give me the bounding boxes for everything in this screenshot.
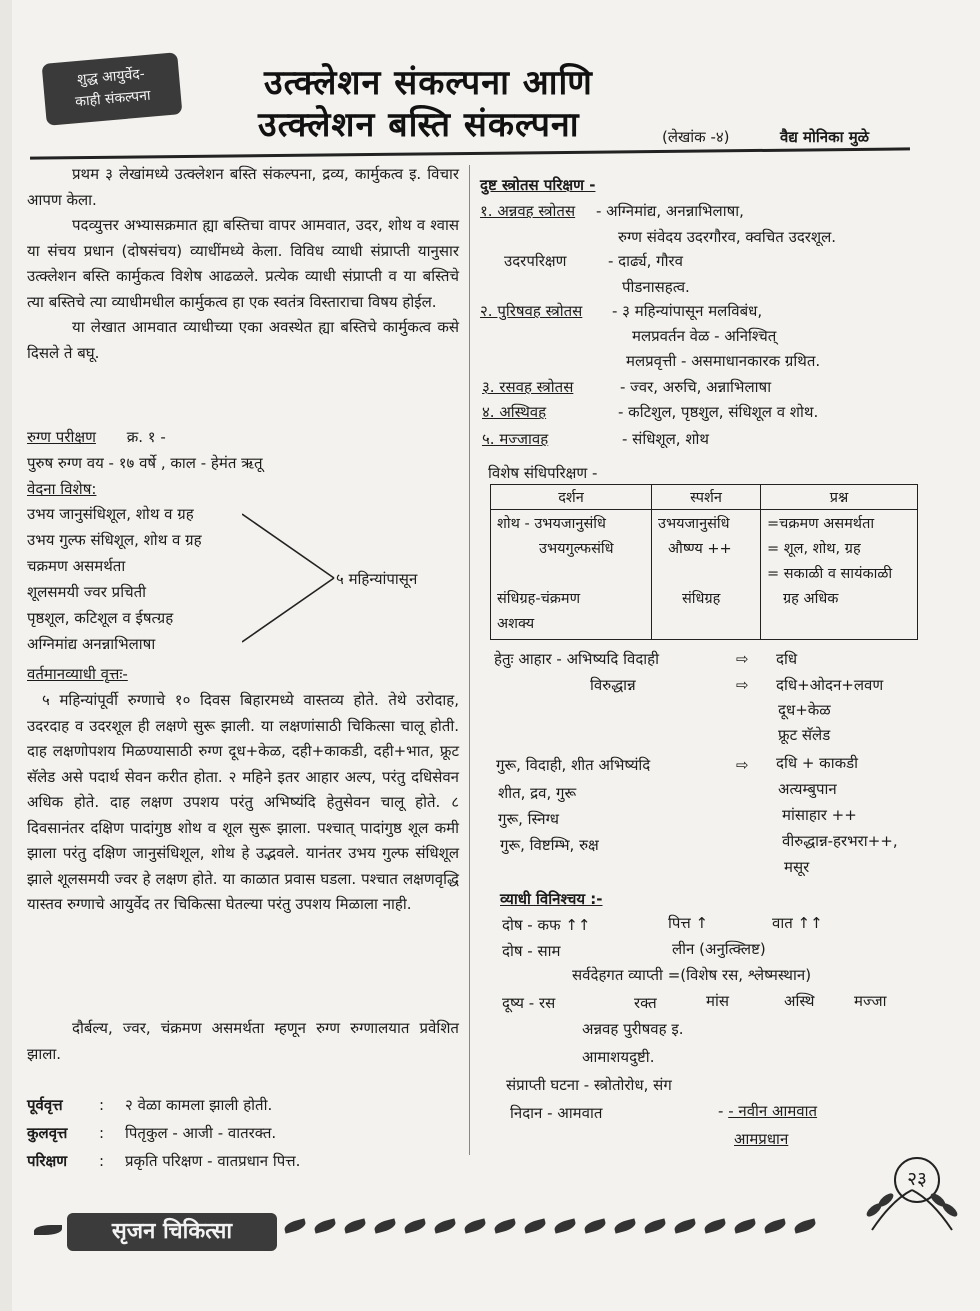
title-line2: उत्क्लेशन बस्ति संकल्पना [258, 105, 580, 145]
cell-line: औष्ण्य ++ [668, 541, 732, 557]
arrow-icon: ⇨ [736, 676, 749, 694]
sandhi-heading: विशेष संधिपरिक्षण - [488, 464, 598, 482]
dushya-mamsa: मांस [706, 992, 729, 1010]
vinishchay-heading: व्याधी विनिश्चय :- [500, 890, 603, 908]
dushya-asthi: अस्थि [784, 992, 815, 1010]
dushya-rasa: दूष्य - रस [502, 994, 556, 1012]
hetu-r1: दधि [776, 650, 798, 668]
udar-a: - दार्ढ्य, गौरव [608, 252, 683, 270]
hetu-r3: दूध+केळ [778, 701, 831, 719]
part-number: (लेखांक -४) [662, 128, 730, 146]
record-row: पूर्ववृत्त : २ वेळा कामला झाली होती. [27, 1092, 300, 1118]
srotas-5: - संधिशूल, शोथ [622, 430, 710, 448]
srotas-1-a: - अग्निमांद्य, अनन्नाभिलाषा, [596, 202, 744, 220]
col-header: स्पर्शन [652, 485, 761, 510]
table-cell [652, 510, 761, 640]
footer-badge: सृजन चिकित्सा [67, 1213, 277, 1251]
cell-line: = सकाळी व सायंकाळी [767, 566, 893, 582]
symptom-item: उभय जानुसंधिशूल, शोथ व ग्रह [27, 505, 194, 523]
cell-line: शोथ - उभयजानुसंधि [497, 516, 606, 532]
dosha-vata: वात ↑↑ [772, 914, 823, 932]
cell-line: अशक्य [497, 616, 535, 632]
record-key: पूर्ववृत्त [27, 1096, 63, 1114]
cell-line: संधिग्रह-चंक्रमण [497, 591, 581, 607]
record-value: प्रकृति परिक्षण - वातप्रधान पित्त. [125, 1152, 301, 1170]
cell-line: = शूल, शोथ, ग्रह [767, 541, 861, 557]
dosha-leen: लीन (अनुत्क्लिष्ट) [672, 940, 766, 958]
srotas-2-label: २. पुरिषवह स्त्रोतस [480, 302, 583, 320]
hetu-label: हेतुः आहार - अभिष्यदि विदाही [494, 650, 660, 668]
srotas-2-b: मलप्रवर्तन वेळ - अनिश्चित् [632, 327, 777, 345]
column-divider [469, 165, 470, 1155]
srotas-5-label: ५. मज्जावह [482, 430, 549, 448]
duration-label: ५ महिन्यांपासून [336, 570, 418, 588]
symptom-item: चक्रमण असमर्थता [27, 557, 126, 575]
section-tag-line1: शुद्ध आयुर्वेद- [76, 66, 146, 88]
author-name: वैद्य मोनिका मुळे [780, 128, 870, 146]
hetu-sub: विरुद्धान्न [590, 676, 636, 694]
symptom-item: अग्निमांद्य अनन्नाभिलाषा [27, 635, 156, 653]
history-label: वर्तमानव्याधी वृत्तः- [27, 665, 128, 683]
record-value: पितृकुल - आजी - वातरक्त. [125, 1124, 277, 1142]
guna-4-result: वीरुद्धान्न-हरभरा++, [782, 832, 898, 850]
patient-info: पुरुष रुग्ण वय - १७ वर्षे , काल - हेमंत ऋतू [27, 454, 263, 472]
bracket-lines [242, 510, 342, 650]
srotas-4-label: ४. अस्थिवह [482, 403, 547, 421]
table-header-row [491, 485, 918, 510]
nidan: निदान - आमवात [510, 1104, 603, 1122]
hetu-r2: दधि+ओदन+लवण [776, 676, 884, 694]
table-row [491, 510, 918, 640]
exam-number: क्र. १ - [126, 428, 166, 446]
magazine-page [12, 0, 980, 1311]
guna-2: शीत, द्रव, गुरू [498, 784, 577, 802]
guna-1-result: दधि + काकडी [776, 754, 859, 772]
record-value: २ वेळा कामला झाली होती. [125, 1096, 273, 1114]
symptom-list [27, 501, 202, 657]
page-number: २३ [894, 1157, 940, 1203]
leaf-border [284, 1216, 884, 1235]
amashaya: आमाशयदुष्टी. [582, 1048, 655, 1066]
srotas-1-b: रुग्ण संवेदय उदरगौरव, क्वचित उदरशूल. [618, 228, 837, 246]
srotas-heading: दुष्ट स्त्रोतस परिक्षण - [480, 176, 596, 194]
records [27, 1092, 300, 1174]
symptom-item: पृष्ठशूल, कटिशूल व ईषत्ग्रह [27, 609, 174, 627]
section-tag [42, 52, 183, 126]
title-line1: उत्क्लेशन संकल्पना आणि [264, 63, 593, 103]
symptom-item: शूलसमयी ज्वर प्रचिती [27, 583, 147, 601]
cell-line: उभयगुल्फसंधि [539, 541, 614, 557]
left-column [27, 162, 459, 366]
vaha-list: अन्नवह पुरीषवह इ. [582, 1020, 684, 1038]
vedana-label: वेदना विशेष: [27, 480, 97, 498]
cell-line: संधिग्रह [682, 591, 721, 607]
srotas-4: - कटिशुल, पृष्ठशुल, संधिशूल व शोथ. [618, 403, 819, 421]
srotas-3-label: ३. रसवह स्त्रोतस [482, 378, 574, 396]
nidan-type: - - नवीन आमवात [718, 1102, 818, 1120]
table-cell [761, 510, 918, 640]
record-row: परिक्षण : प्रकृति परिक्षण - वातप्रधान पित्त. [27, 1148, 300, 1174]
symptom-item: उभय गुल्फ संधिशूल, शोथ व ग्रह [27, 531, 202, 549]
hetu-r4: फ्रूट सॅलेड [778, 726, 831, 744]
intro-p1: प्रथम ३ लेखांमध्ये उत्क्लेशन बस्ति संकल्पना, द्रव्य, कार्मुकत्व इ. विचार आपण केला. [27, 165, 459, 209]
samprapti: संप्राप्ती घटना - स्त्रोतोरोध, संग [506, 1076, 672, 1094]
dushya-majja: मज्जा [854, 992, 887, 1010]
dosha-pitta: पित्त ↑ [668, 914, 709, 932]
dushya-rakta: रक्त [634, 994, 657, 1012]
arrow-icon: ⇨ [736, 756, 749, 774]
dosha-kapha: दोष - कफ ↑↑ [502, 916, 591, 934]
vyapti: सर्वदेहगत व्याप्ती =(विशेष रस, श्लेष्मस्थान) [572, 966, 812, 984]
srotas-1-label: १. अन्नवह स्त्रोतस [480, 202, 576, 220]
guna-2-result: अत्यम्बुपान [778, 780, 837, 798]
nidan-pradhan: आमप्रधान [734, 1130, 789, 1148]
guna-1: गुरू, विदाही, शीत अभिष्यंदि [496, 756, 651, 774]
section-tag-line2: काही संकल्पना [74, 87, 152, 111]
arrow-icon: ⇨ [736, 650, 749, 668]
udar-b: पीडनासहत्व. [622, 278, 690, 296]
dosha-sama: दोष - साम [502, 942, 561, 960]
cell-line: =चक्रमण असमर्थता [767, 516, 875, 532]
srotas-3: - ज्वर, अरुचि, अन्नाभिलाषा [620, 378, 772, 396]
leaf-icon [34, 1225, 62, 1235]
record-row: कुलवृत्त : पितृकुल - आजी - वातरक्त. [27, 1120, 300, 1146]
intro-p3: या लेखात आमवात व्याधीच्या एका अवस्थेत ह्या बस्तिचे कार्मुकत्व कसे दिसले ते बघू. [27, 318, 459, 362]
record-key: कुलवृत्त [27, 1124, 68, 1142]
header-rule [30, 147, 910, 159]
col-header: दर्शन [491, 485, 652, 510]
udar-label: उदरपरिक्षण [504, 252, 567, 270]
nidan-type-text: - नवीन आमवात [728, 1102, 818, 1120]
record-key: परिक्षण [27, 1152, 68, 1170]
table-cell [491, 510, 652, 640]
guna-4: गुरू, विष्टम्भि, रुक्ष [500, 836, 599, 854]
cell-line: ग्रह अधिक [783, 591, 839, 607]
guna-4-result-2: मसूर [784, 858, 810, 876]
srotas-2-c: मलप्रवृत्ती - असमाधानकारक ग्रथित. [626, 352, 821, 370]
history-text: ५ महिन्यांपूर्वी रुग्णाचे १० दिवस बिहारमध्ये वास्तव्य होते. तेथे उरोदाह, उदरदाह व उदरशूल ही लक्षणे सुरू झाली. या लक्षणांसाठी चिकित्सा चालू होती. दाह लक्षणोपशय मिळण्यासाठी रुग्ण दूध+केळ, दही+काकडी, दही+भात, फ्रूट सॅलेड असे पदार्थ सेवन करीत होता. २ महिने इतर आहार अल्प, परंतु दधिसेवन अधिक होते. दाह लक्षण उपशय परंतु अभिष्यंदि हेतुसेवन चालू होते. ८ दिवसानंतर दक्षिण पादांगुष्ठ शोथ व शूल सुरू झाला. पश्चात् पादांगुष्ठ शूल कमी झाला परंतु दक्षिण जानुसंधिशूल, शोथ हे उद्भवले. यानंतर उभय गुल्फ संधिशूल झाले शूलसमयी ज्वर हे लक्षण होते. या काळात प्रवास घडला. पश्चात लक्षणवृद्धि यास्तव रुग्णाचे आयुर्वेद तर चिकित्सा घेतल्या परंतु उपशय मिळाला नाही. [27, 691, 459, 913]
intro-p2: पदव्युत्तर अभ्यासक्रमात ह्या बस्तिचा वापर आमवात, उदर, शोथ व श्वास या संचय प्रधान (दोषसंचय) व्याधींमध्ये केला. विविध व्याधी संप्राप्ती यानुसार उत्क्लेशन बस्ति कार्मुकत्व विशेष आढळले. प्रत्येक व्याधी संप्राप्ती व या बस्तिचे त्या बस्तिचे त्या व्याधीमधील कार्मुकत्व हा एक स्वतंत्र विस्ताराचा विषय होईल. [27, 216, 459, 311]
guna-3-result: मांसाहार ++ [782, 806, 857, 824]
exam-row [27, 424, 166, 450]
srotas-2-a: - ३ महिन्यांपासून मलविबंध, [612, 302, 763, 320]
cell-line: उभयजानुसंधि [658, 516, 730, 532]
exam-label: रुग्ण परीक्षण [27, 428, 96, 446]
sandhi-table [490, 484, 918, 640]
guna-3: गुरू, स्निग्ध [498, 810, 560, 828]
col-header: प्रश्न [761, 485, 918, 510]
admission-text: दौर्बल्य, ज्वर, चंक्रमण असमर्थता म्हणून रुग्ण रुग्णालयात प्रवेशित झाला. [27, 1019, 459, 1063]
